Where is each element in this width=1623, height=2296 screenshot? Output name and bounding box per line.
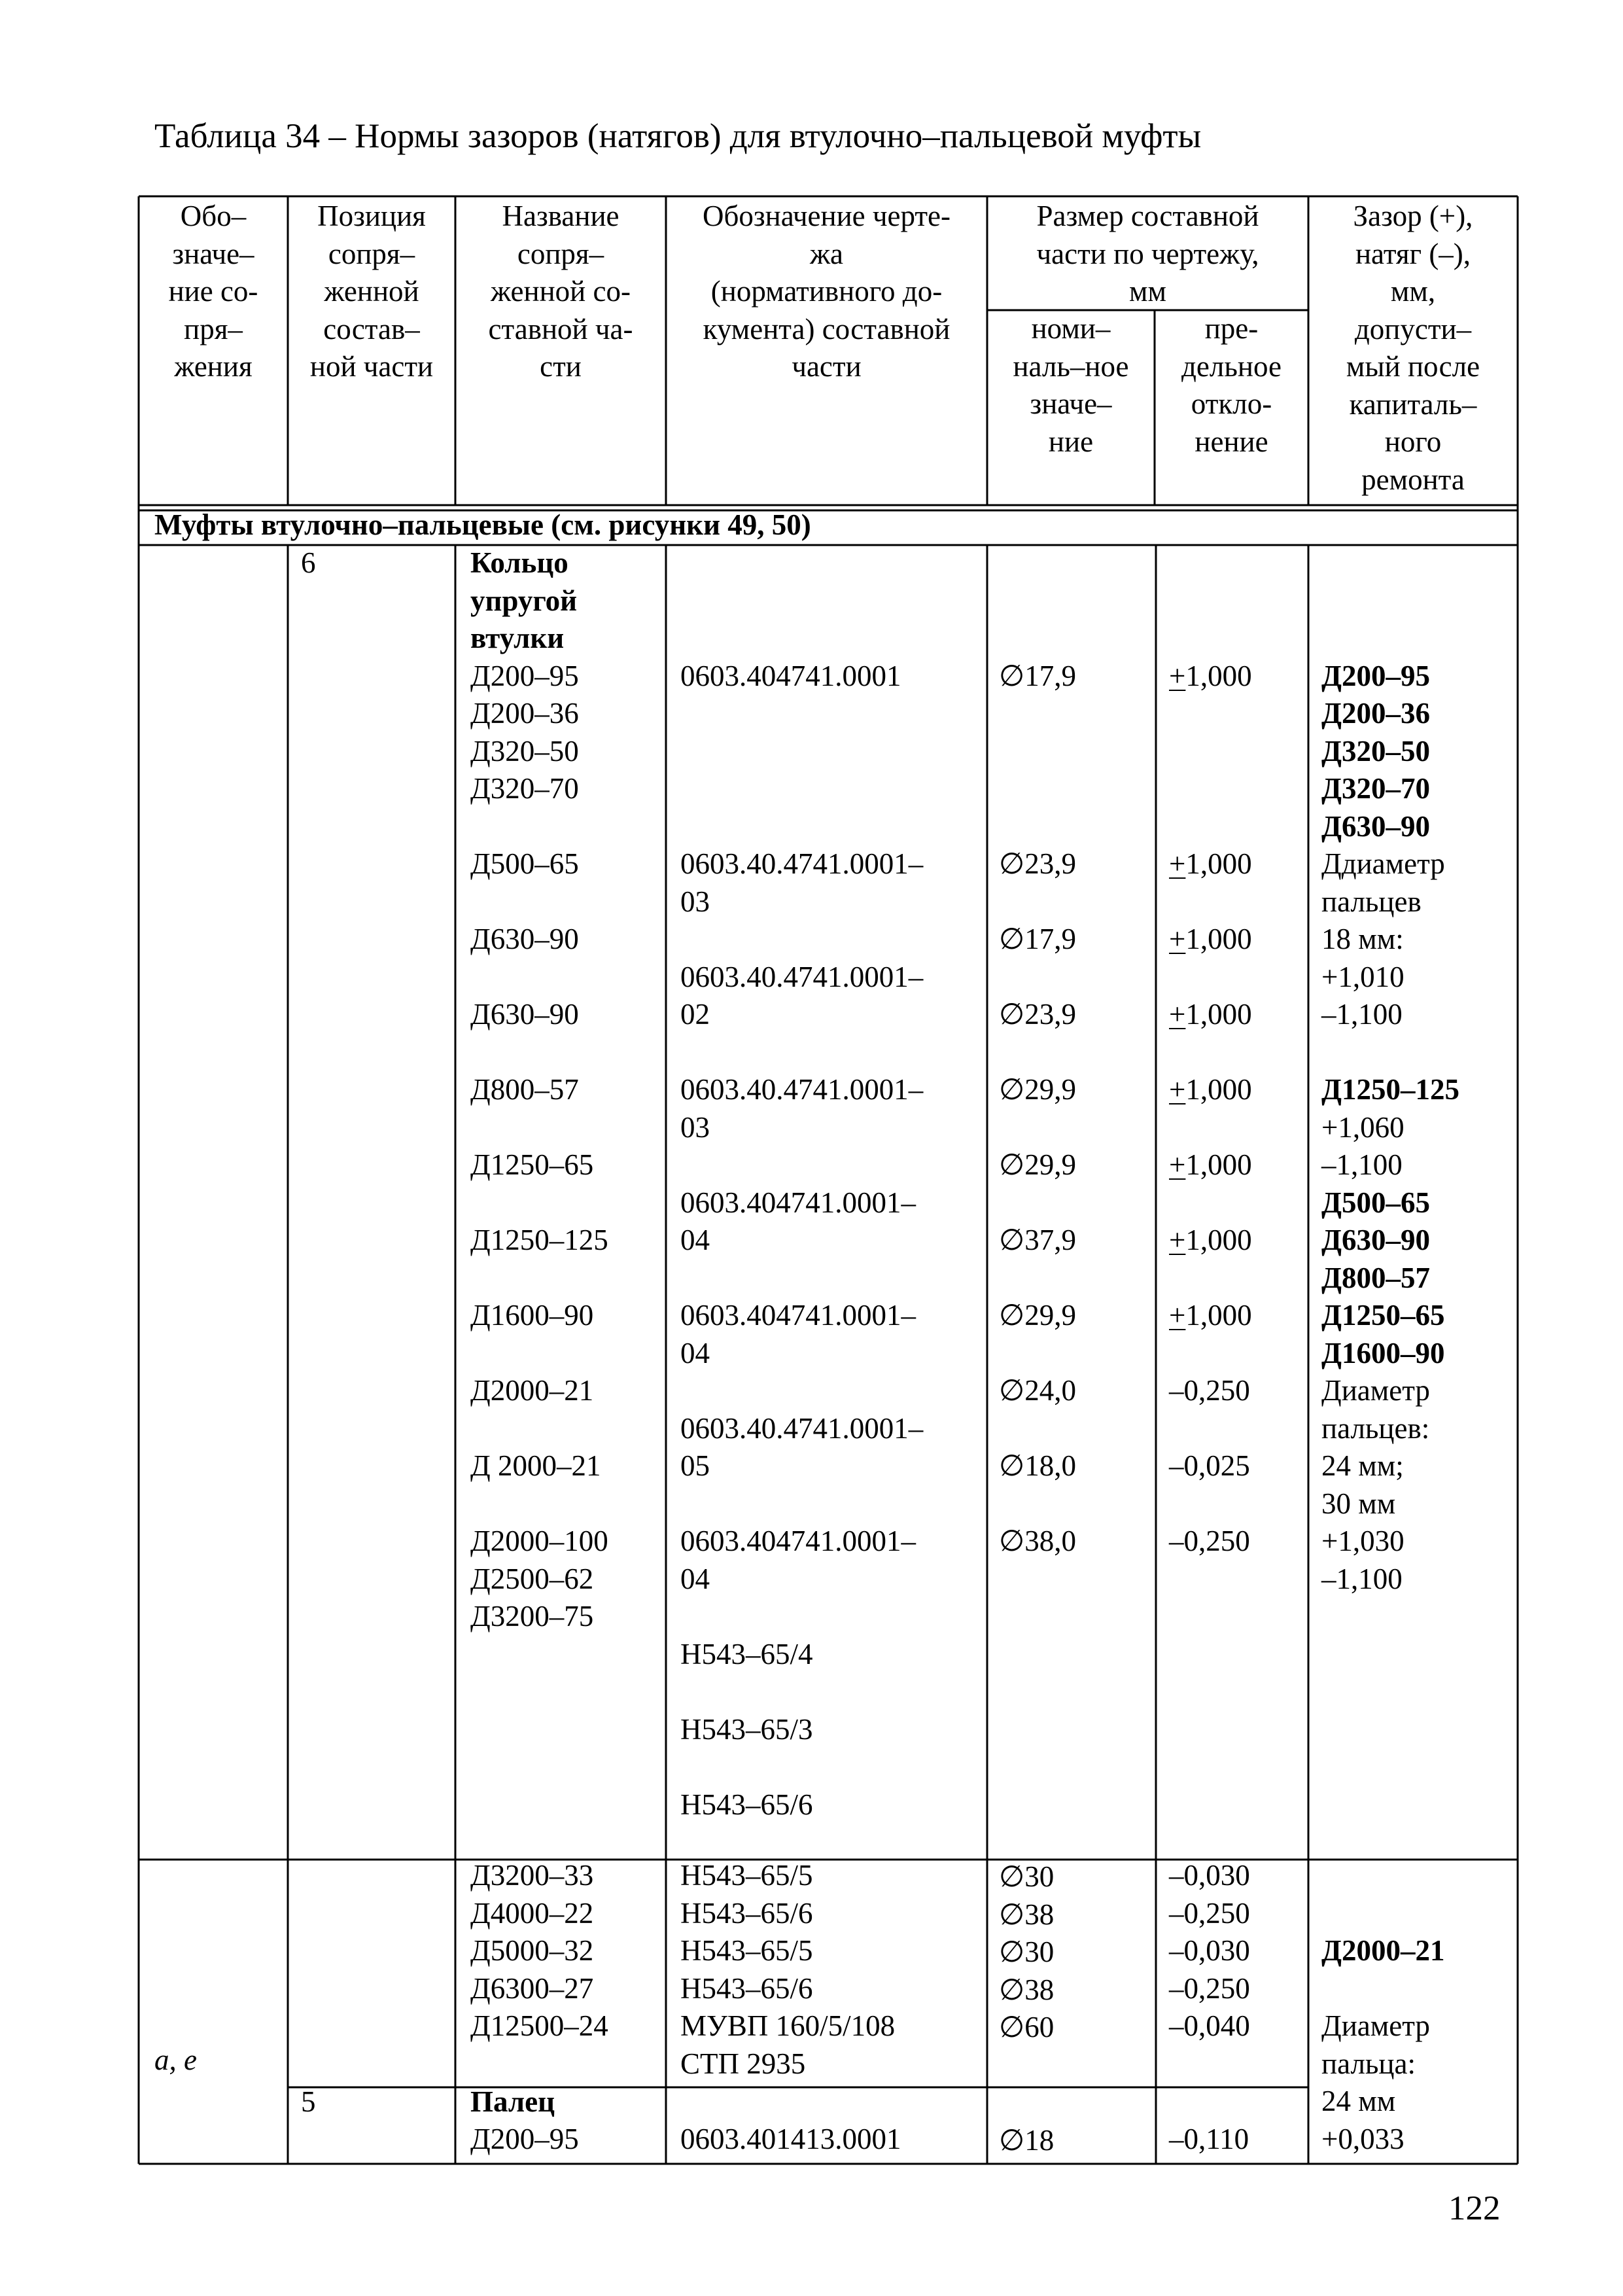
header-size-group: Размер составной части по чертежу, мм: [1036, 200, 1259, 308]
clearance-value-text: Ддиаметр пальцев 18 мм: +1,010 –1,100: [1321, 847, 1445, 1031]
plus-minus-sign: +: [1169, 998, 1186, 1031]
clearance-model-list: Д500–65 Д630–90 Д800–57 Д1250–65 Д1600–90: [1321, 1186, 1445, 1369]
deviation-number: 1,000: [1185, 1299, 1252, 1332]
part-title: Кольцо упругой втулки: [470, 546, 578, 654]
deviation-number: 1,000: [1185, 847, 1252, 880]
plus-minus-sign: +: [1169, 847, 1186, 880]
deviation-number: 1,000: [1185, 1224, 1252, 1256]
deviation-value: –0,250: [1169, 1374, 1250, 1407]
nominal-values-list-2: ∅30 ∅38 ∅30 ∅38 ∅60: [999, 1860, 1055, 2043]
clearance-notes-2: Диаметр пальца: 24 мм +0,033: [1321, 2009, 1430, 2155]
deviation-value: –0,025: [1169, 1449, 1250, 1482]
part-names-list: Д200–95 Д200–36 Д320–50 Д320–70 Д500–65 Д630–90 Д630–90 Д800–57 Д1250–65 Д1250–125 Д1600–90 Д2000–21 Д 2000–21 Д2000–100 Д2500–62 Д3200–75: [470, 659, 608, 1633]
part-title-2: Палец: [470, 2085, 555, 2118]
deviation-number: 1,000: [1185, 1073, 1252, 1106]
plus-minus-sign: +: [1169, 1299, 1186, 1332]
deviation-value: –0,250: [1169, 1525, 1250, 1557]
clearance-value-text: Диаметр пальцев: 24 мм; 30 мм +1,030 –1,100: [1321, 1374, 1430, 1595]
position-number-2: 5: [301, 2085, 316, 2118]
position-number: 6: [301, 546, 316, 579]
deviation-value: [1169, 1071, 1252, 1109]
deviation-number: 1,000: [1185, 659, 1252, 692]
clearance-notes: [1321, 658, 1459, 1598]
header-deviation: пре- дельное откло- нение: [1181, 312, 1282, 458]
deviation-value: [1169, 658, 1252, 696]
part-name-3: Д200–95: [470, 2123, 579, 2155]
designation-code: а, е: [154, 2043, 197, 2076]
plus-minus-sign: +: [1169, 659, 1186, 692]
part-names-list-2: Д3200–33 Д4000–22 Д5000–32 Д6300–27 Д12500–24: [470, 1859, 608, 2042]
header-position: Позиция сопря– женной состав– ной части: [309, 200, 434, 383]
nominal-values-list: ∅17,9 ∅23,9 ∅17,9 ∅23,9 ∅29,9 ∅29,9 ∅37,9 ∅29,9 ∅24,0 ∅18,0 ∅38,0: [999, 659, 1076, 1557]
plus-minus-sign: +: [1169, 1148, 1186, 1181]
deviation-value: [1169, 1297, 1252, 1335]
drawing-numbers-list-2: Н543–65/5 Н543–65/6 Н543–65/5 Н543–65/6 МУВП 160/5/108 СТП 2935: [680, 1859, 896, 2080]
deviation-value: [1169, 1146, 1252, 1184]
page-number: 122: [1448, 2189, 1501, 2227]
drawing-number-3: 0603.401413.0001: [680, 2123, 901, 2155]
clearance-model-2: Д2000–21: [1321, 1934, 1445, 1967]
plus-minus-sign: +: [1169, 1073, 1186, 1106]
clearance-value-text: +1,060 –1,100: [1321, 1110, 1405, 1181]
clearance-model-list: Д1250–125: [1321, 1073, 1459, 1106]
deviation-value: [1169, 996, 1252, 1034]
deviation-value: [1169, 1222, 1252, 1260]
table-caption: Таблица 34 – Нормы зазоров (натягов) для втулочно–пальцевой муфты: [154, 117, 1202, 155]
deviation-number: 1,000: [1185, 923, 1252, 955]
deviation-number: 1,000: [1185, 998, 1252, 1031]
nominal-value-3: ∅18: [999, 2124, 1055, 2157]
drawing-numbers-list: 0603.404741.0001 0603.40.4741.0001– 03 0603.40.4741.0001– 02 0603.40.4741.0001– 03 0603.404741.0001– 04 0603.404741.0001– 04 0603.40.4741.0001– 05 0603.404741.0001– 04 Н543–65/4 Н543–65/3 Н543–65/6: [680, 659, 924, 1821]
header-part-name: Название сопря– женной со- ставной ча- сти: [488, 200, 633, 383]
section-title: Муфты втулочно–пальцевые (см. рисунки 49, 50): [154, 508, 811, 541]
deviation-number: 1,000: [1185, 1148, 1252, 1181]
plus-minus-sign: +: [1169, 1224, 1186, 1256]
deviation-values-list-2: –0,030 –0,250 –0,030 –0,250 –0,040: [1169, 1859, 1250, 2042]
header-drawing: Обозначение черте- жа (нормативного до- кумента) составной части: [702, 200, 951, 383]
plus-minus-sign: +: [1169, 923, 1186, 955]
deviation-value: [1169, 921, 1252, 959]
header-designation: Обо– значе– ние со- пря– жения: [168, 200, 258, 383]
header-clearance: Зазор (+), натяг (–), мм, допусти– мый после капиталь– ного ремонта: [1346, 200, 1480, 496]
clearance-model-list: Д200–95 Д200–36 Д320–50 Д320–70 Д630–90: [1321, 659, 1430, 843]
deviation-value: [1169, 845, 1252, 883]
deviation-value-3: –0,110: [1169, 2123, 1249, 2155]
header-nominal: номи– наль–ное значе– ние: [1013, 312, 1129, 458]
